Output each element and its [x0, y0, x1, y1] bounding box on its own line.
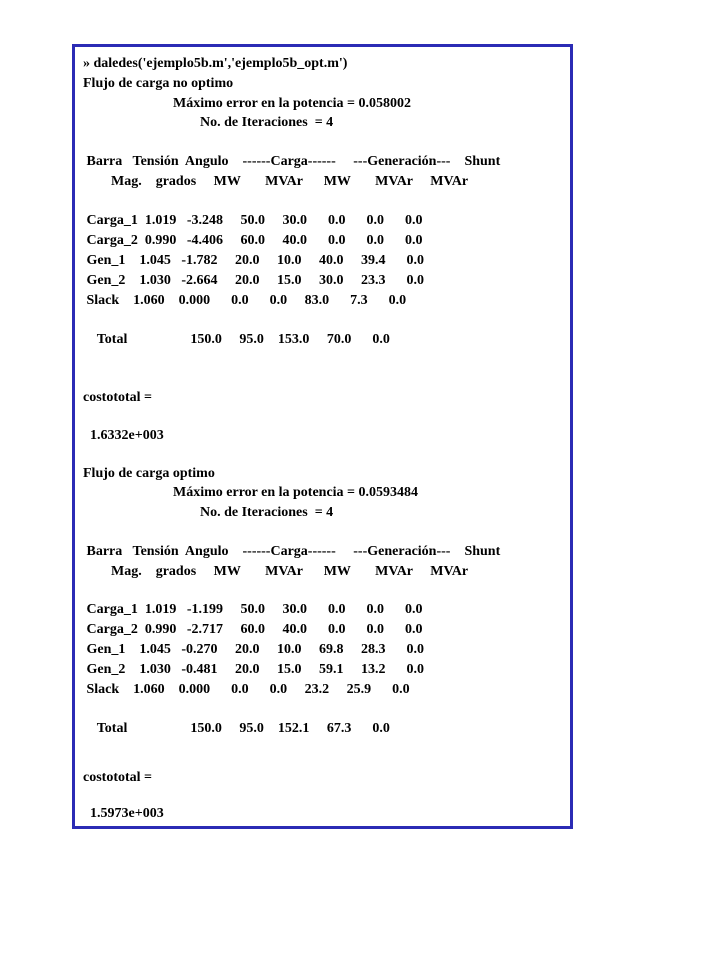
section1-title: Flujo de carga no optimo	[83, 76, 234, 91]
console-output-frame	[72, 44, 573, 829]
section1-row-slack: Slack 1.060 0.000 0.0 0.0 83.0 7.3 0.0	[83, 293, 407, 308]
section2-title: Flujo de carga optimo	[83, 466, 215, 481]
section1-row-gen2: Gen_2 1.030 -2.664 20.0 15.0 30.0 23.3 0.0	[83, 273, 425, 288]
section2-row-carga2: Carga_2 0.990 -2.717 60.0 40.0 0.0 0.0 0.0	[83, 622, 423, 637]
section1-cost-value: 1.6332e+003	[83, 428, 164, 443]
section1-cost-label: costototal =	[83, 390, 153, 405]
section1-error: Máximo error en la potencia = 0.058002	[173, 96, 412, 111]
section1-row-carga1: Carga_1 1.019 -3.248 50.0 30.0 0.0 0.0 0.0	[83, 213, 423, 228]
section2-iterations: No. de Iteraciones = 4	[200, 505, 334, 520]
section2-row-gen2: Gen_2 1.030 -0.481 20.0 15.0 59.1 13.2 0.0	[83, 662, 425, 677]
section1-iterations: No. de Iteraciones = 4	[200, 115, 334, 130]
section2-total: Total 150.0 95.0 152.1 67.3 0.0	[83, 721, 390, 736]
command-line: » daledes('ejemplo5b.m','ejemplo5b_opt.m')	[83, 56, 348, 71]
section1-total: Total 150.0 95.0 153.0 70.0 0.0	[83, 332, 390, 347]
section2-cost-label: costototal =	[83, 770, 153, 785]
section2-header1: Barra Tensión Angulo ------Carga------ ---Generación--- Shunt	[83, 544, 501, 559]
section2-cost-value: 1.5973e+003	[83, 806, 164, 821]
section2-row-carga1: Carga_1 1.019 -1.199 50.0 30.0 0.0 0.0 0.0	[83, 602, 423, 617]
section1-header2: Mag. grados MW MVAr MW MVAr MVAr	[83, 174, 469, 189]
section2-header2: Mag. grados MW MVAr MW MVAr MVAr	[83, 564, 469, 579]
section2-row-slack: Slack 1.060 0.000 0.0 0.0 23.2 25.9 0.0	[83, 682, 410, 697]
section2-row-gen1: Gen_1 1.045 -0.270 20.0 10.0 69.8 28.3 0.0	[83, 642, 425, 657]
section2-error: Máximo error en la potencia = 0.0593484	[173, 485, 419, 500]
section1-row-gen1: Gen_1 1.045 -1.782 20.0 10.0 40.0 39.4 0.0	[83, 253, 425, 268]
section1-row-carga2: Carga_2 0.990 -4.406 60.0 40.0 0.0 0.0 0.0	[83, 233, 423, 248]
section1-header1: Barra Tensión Angulo ------Carga------ ---Generación--- Shunt	[83, 154, 501, 169]
